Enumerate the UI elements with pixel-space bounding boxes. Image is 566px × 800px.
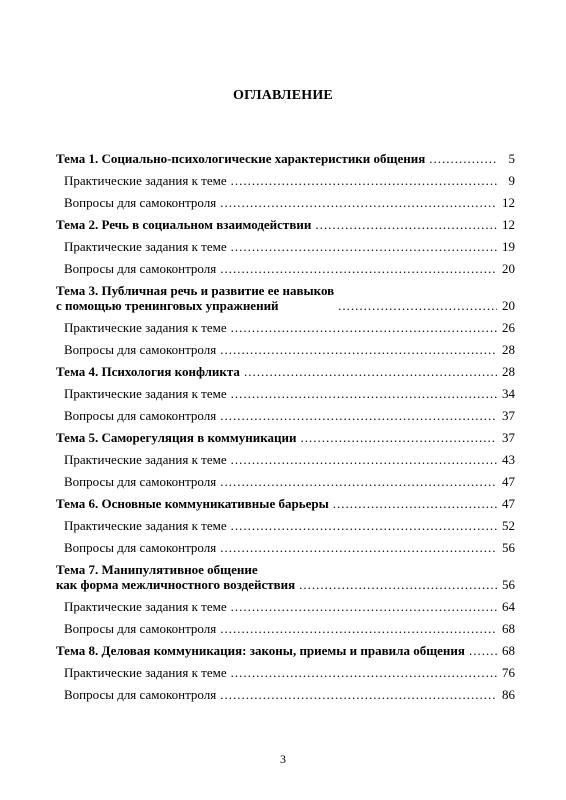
toc-page-number: 56 xyxy=(502,540,515,555)
toc-dot-leader xyxy=(231,173,497,188)
toc-subentry xyxy=(56,232,515,254)
toc-page-number: 12 xyxy=(502,217,515,232)
toc-entry-label xyxy=(64,687,216,702)
toc-page-number: 9 xyxy=(508,173,515,188)
toc-page-number: 68 xyxy=(502,643,515,658)
toc-page-number: 19 xyxy=(502,239,515,254)
toc-subentry xyxy=(56,166,515,188)
toc-subentry xyxy=(56,445,515,467)
toc-entry-label-line: Вопросы для самоконтроля xyxy=(64,621,217,636)
toc-dot-leader xyxy=(220,687,497,702)
toc-entry-label-line: Тема 8. Деловая коммуникация: законы, приемы и правила общения xyxy=(56,643,465,658)
toc-entry-label-line: Тема 4. Психология конфликта xyxy=(56,364,240,379)
toc-page-number: 26 xyxy=(502,320,515,335)
toc-topic-entry xyxy=(56,489,515,511)
page-number: 3 xyxy=(280,752,286,766)
toc-entry-label xyxy=(64,452,227,467)
toc-dot-leader xyxy=(333,496,497,511)
toc-title: ОГЛАВЛЕНИЕ xyxy=(233,88,333,103)
toc-page-number: 20 xyxy=(502,298,515,313)
toc-dot-leader xyxy=(299,577,497,592)
toc-entry-label-line: Вопросы для самоконтроля xyxy=(64,474,217,489)
toc-topic-entry xyxy=(56,357,515,379)
toc-entry-label-line: Вопросы для самоконтроля xyxy=(64,261,217,276)
toc-entry-label-line: Практические задания к теме xyxy=(64,518,227,533)
toc-subentry xyxy=(56,254,515,276)
toc-entry-label-line: как форма межличностного воздействия xyxy=(56,577,296,592)
toc-entry-label-line: Вопросы для самоконтроля xyxy=(64,195,217,210)
toc-entry-label-line: Практические задания к теме xyxy=(64,599,227,614)
toc-entry-label-line: с помощью тренинговых упражнений xyxy=(56,298,279,313)
table-of-contents xyxy=(56,144,515,702)
toc-page-number: 5 xyxy=(508,151,515,166)
toc-dot-leader xyxy=(301,430,498,445)
toc-dot-leader xyxy=(244,364,497,379)
toc-dot-leader xyxy=(231,452,497,467)
toc-page-number: 56 xyxy=(502,577,515,592)
toc-subentry xyxy=(56,335,515,357)
toc-entry-label xyxy=(56,496,329,511)
toc-entry-label-line: Тема 5. Саморегуляция в коммуникации xyxy=(56,430,297,445)
toc-entry-label xyxy=(64,239,227,254)
toc-entry-label-line: Тема 2. Речь в социальном взаимодействии xyxy=(56,217,312,232)
toc-page-number: 12 xyxy=(502,195,515,210)
toc-entry-label xyxy=(64,261,216,276)
toc-page-number: 86 xyxy=(502,687,515,702)
toc-entry-label-line: Вопросы для самоконтроля xyxy=(64,408,217,423)
toc-entry-label-line: Практические задания к теме xyxy=(64,452,227,467)
toc-dot-leader xyxy=(429,151,497,166)
toc-dot-leader xyxy=(220,540,497,555)
toc-entry-label xyxy=(64,621,216,636)
toc-dot-leader xyxy=(231,518,497,533)
toc-subentry xyxy=(56,614,515,636)
toc-entry-label xyxy=(64,540,216,555)
toc-subentry xyxy=(56,379,515,401)
toc-entry-label xyxy=(56,430,297,445)
toc-entry-label xyxy=(64,518,227,533)
toc-entry-label xyxy=(64,342,216,357)
toc-subentry xyxy=(56,592,515,614)
toc-entry-label xyxy=(56,283,334,313)
toc-page-number: 76 xyxy=(502,665,515,680)
toc-page-number: 68 xyxy=(502,621,515,636)
toc-page-number: 28 xyxy=(502,364,515,379)
toc-entry-label-line: Практические задания к теме xyxy=(64,320,227,335)
toc-dot-leader xyxy=(231,239,497,254)
toc-entry-label xyxy=(56,217,311,232)
toc-entry-label xyxy=(64,599,227,614)
toc-topic-entry xyxy=(56,423,515,445)
toc-entry-label-line: Вопросы для самоконтроля xyxy=(64,540,217,555)
toc-entry-label xyxy=(64,173,227,188)
toc-topic-entry xyxy=(56,210,515,232)
toc-subentry xyxy=(56,467,515,489)
toc-entry-label xyxy=(56,364,240,379)
toc-page-number: 28 xyxy=(502,342,515,357)
toc-dot-leader xyxy=(338,298,497,313)
toc-entry-label xyxy=(64,665,227,680)
toc-entry-label-line: Практические задания к теме xyxy=(64,239,227,254)
toc-entry-label-line: Тема 7. Манипулятивное общение xyxy=(56,562,258,577)
toc-entry-label xyxy=(64,195,216,210)
toc-entry-label xyxy=(56,151,425,166)
toc-dot-leader xyxy=(220,408,497,423)
toc-page-number: 20 xyxy=(502,261,515,276)
toc-entry-label xyxy=(56,562,295,592)
toc-subentry xyxy=(56,533,515,555)
toc-dot-leader xyxy=(231,599,497,614)
toc-page-number: 64 xyxy=(502,599,515,614)
toc-entry-label xyxy=(64,408,216,423)
toc-dot-leader xyxy=(231,320,497,335)
toc-entry-label-line: Тема 6. Основные коммуникативные барьеры xyxy=(56,496,329,511)
toc-subentry xyxy=(56,658,515,680)
toc-entry-label xyxy=(64,474,216,489)
toc-page-number: 34 xyxy=(502,386,515,401)
toc-dot-leader xyxy=(220,621,497,636)
toc-entry-label xyxy=(64,320,227,335)
toc-dot-leader xyxy=(231,386,497,401)
toc-entry-label-line: Тема 3. Публичная речь и развитие ее навыков xyxy=(56,283,335,298)
toc-topic-entry xyxy=(56,276,515,313)
toc-subentry xyxy=(56,313,515,335)
toc-dot-leader xyxy=(231,665,497,680)
toc-dot-leader xyxy=(315,217,497,232)
toc-dot-leader xyxy=(220,261,497,276)
toc-page-number: 37 xyxy=(502,408,515,423)
toc-page-number: 47 xyxy=(502,496,515,511)
toc-topic-entry xyxy=(56,144,515,166)
toc-dot-leader xyxy=(220,474,497,489)
toc-subentry xyxy=(56,188,515,210)
toc-entry-label xyxy=(56,643,465,658)
toc-topic-entry xyxy=(56,636,515,658)
toc-page-number: 52 xyxy=(502,518,515,533)
toc-subentry xyxy=(56,511,515,533)
toc-entry-label xyxy=(64,386,227,401)
toc-entry-label-line: Тема 1. Социально-психологические характеристики общения xyxy=(56,151,426,166)
toc-entry-label-line: Практические задания к теме xyxy=(64,665,227,680)
toc-entry-label-line: Вопросы для самоконтроля xyxy=(64,342,217,357)
toc-dot-leader xyxy=(220,195,497,210)
toc-dot-leader xyxy=(220,342,497,357)
toc-entry-label-line: Практические задания к теме xyxy=(64,386,227,401)
toc-page-number: 43 xyxy=(502,452,515,467)
toc-dot-leader xyxy=(469,643,497,658)
toc-topic-entry xyxy=(56,555,515,592)
toc-subentry xyxy=(56,401,515,423)
toc-entry-label-line: Практические задания к теме xyxy=(64,173,227,188)
toc-page-number: 37 xyxy=(502,430,515,445)
toc-subentry xyxy=(56,680,515,702)
toc-entry-label-line: Вопросы для самоконтроля xyxy=(64,687,217,702)
toc-page-number: 47 xyxy=(502,474,515,489)
